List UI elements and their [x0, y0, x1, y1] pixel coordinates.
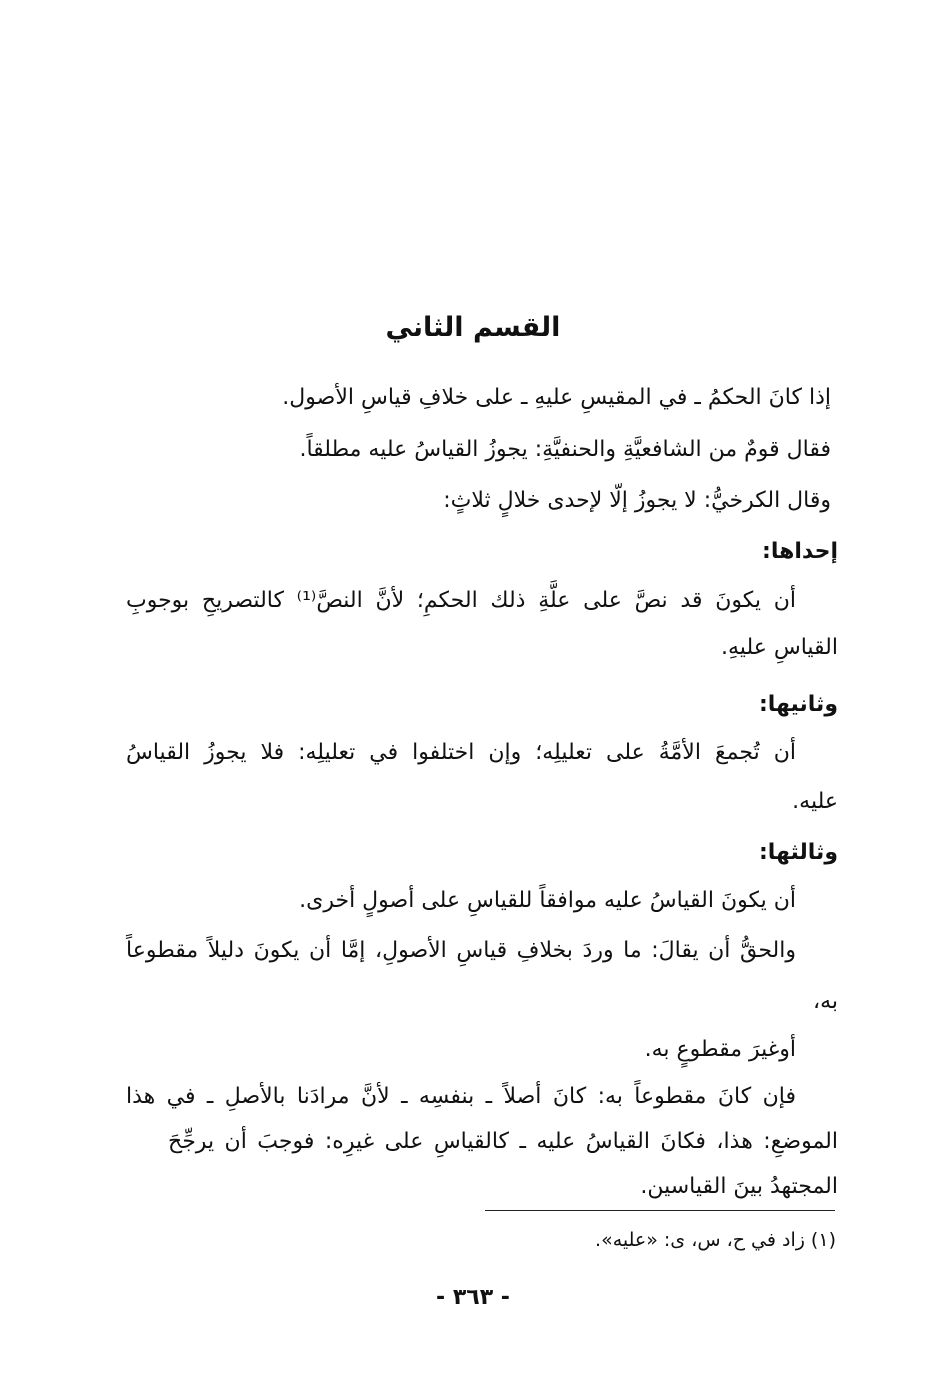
- footnote-text: (١) زاد في ح، س، ى: «عليه».: [595, 1229, 836, 1251]
- text-line-12: فإن كانَ مقطوعاً به: كانَ أصلاً ـ بنفسِه ـ لأنَّ مرادَنا بالأصلِ ـ في هذا: [126, 1084, 796, 1109]
- text-line-3: وقال الكرخيُّ: لا يجوزُ إلّا لإحدى خلالٍ ثلاثٍ:: [443, 488, 831, 513]
- subheading-third: وثالثها:: [758, 840, 838, 865]
- text-line-11: أوغيرَ مقطوعٍ به.: [644, 1037, 796, 1062]
- text-line-5: القياسِ عليهِ.: [721, 635, 838, 660]
- section-title: القسم الثاني: [385, 312, 561, 343]
- text-line-14: المجتهدُ بينَ القياسين.: [640, 1174, 838, 1199]
- page-number: - ٣٦٣ -: [436, 1285, 510, 1310]
- text-line-4: أن يكونَ قد نصَّ على علَّةِ ذلك الحكمِ؛ لأنَّ النصَّ⁽¹⁾ كالتصريحِ بوجوبِ: [126, 588, 796, 613]
- footnote-divider: [485, 1210, 835, 1211]
- text-line-13: الموضعِ: هذا، فكانَ القياسُ عليه ـ كالقياسِ على غيرِه: فوجبَ أن يرجِّحَ: [168, 1129, 838, 1154]
- text-line-2: فقال قومٌ من الشافعيَّةِ والحنفيَّةِ: يجوزُ القياسُ عليه مطلقاً.: [299, 437, 831, 462]
- subheading-second: وثانيها:: [758, 692, 838, 717]
- text-line-8: أن يكونَ القياسُ عليه موافقاً للقياسِ على أصولٍ أخرى.: [299, 888, 796, 913]
- text-line-9: والحقُّ أن يقالَ: ما وردَ بخلافِ قياسِ الأصولِ، إمَّا أن يكونَ دليلاً مقطوعاً: [126, 938, 796, 963]
- text-line-10: به،: [812, 989, 838, 1014]
- text-line-7: عليه.: [792, 789, 838, 814]
- text-line-6: أن تُجمعَ الأمَّةُ على تعليلِه؛ وإن اختلفوا في تعليلِه: فلا يجوزُ القياسُ: [126, 740, 796, 765]
- text-line-1: إذا كانَ الحكمُ ـ في المقيسِ عليهِ ـ على خلافِ قياسِ الأصول.: [282, 385, 831, 410]
- subheading-first: إحداها:: [762, 539, 838, 564]
